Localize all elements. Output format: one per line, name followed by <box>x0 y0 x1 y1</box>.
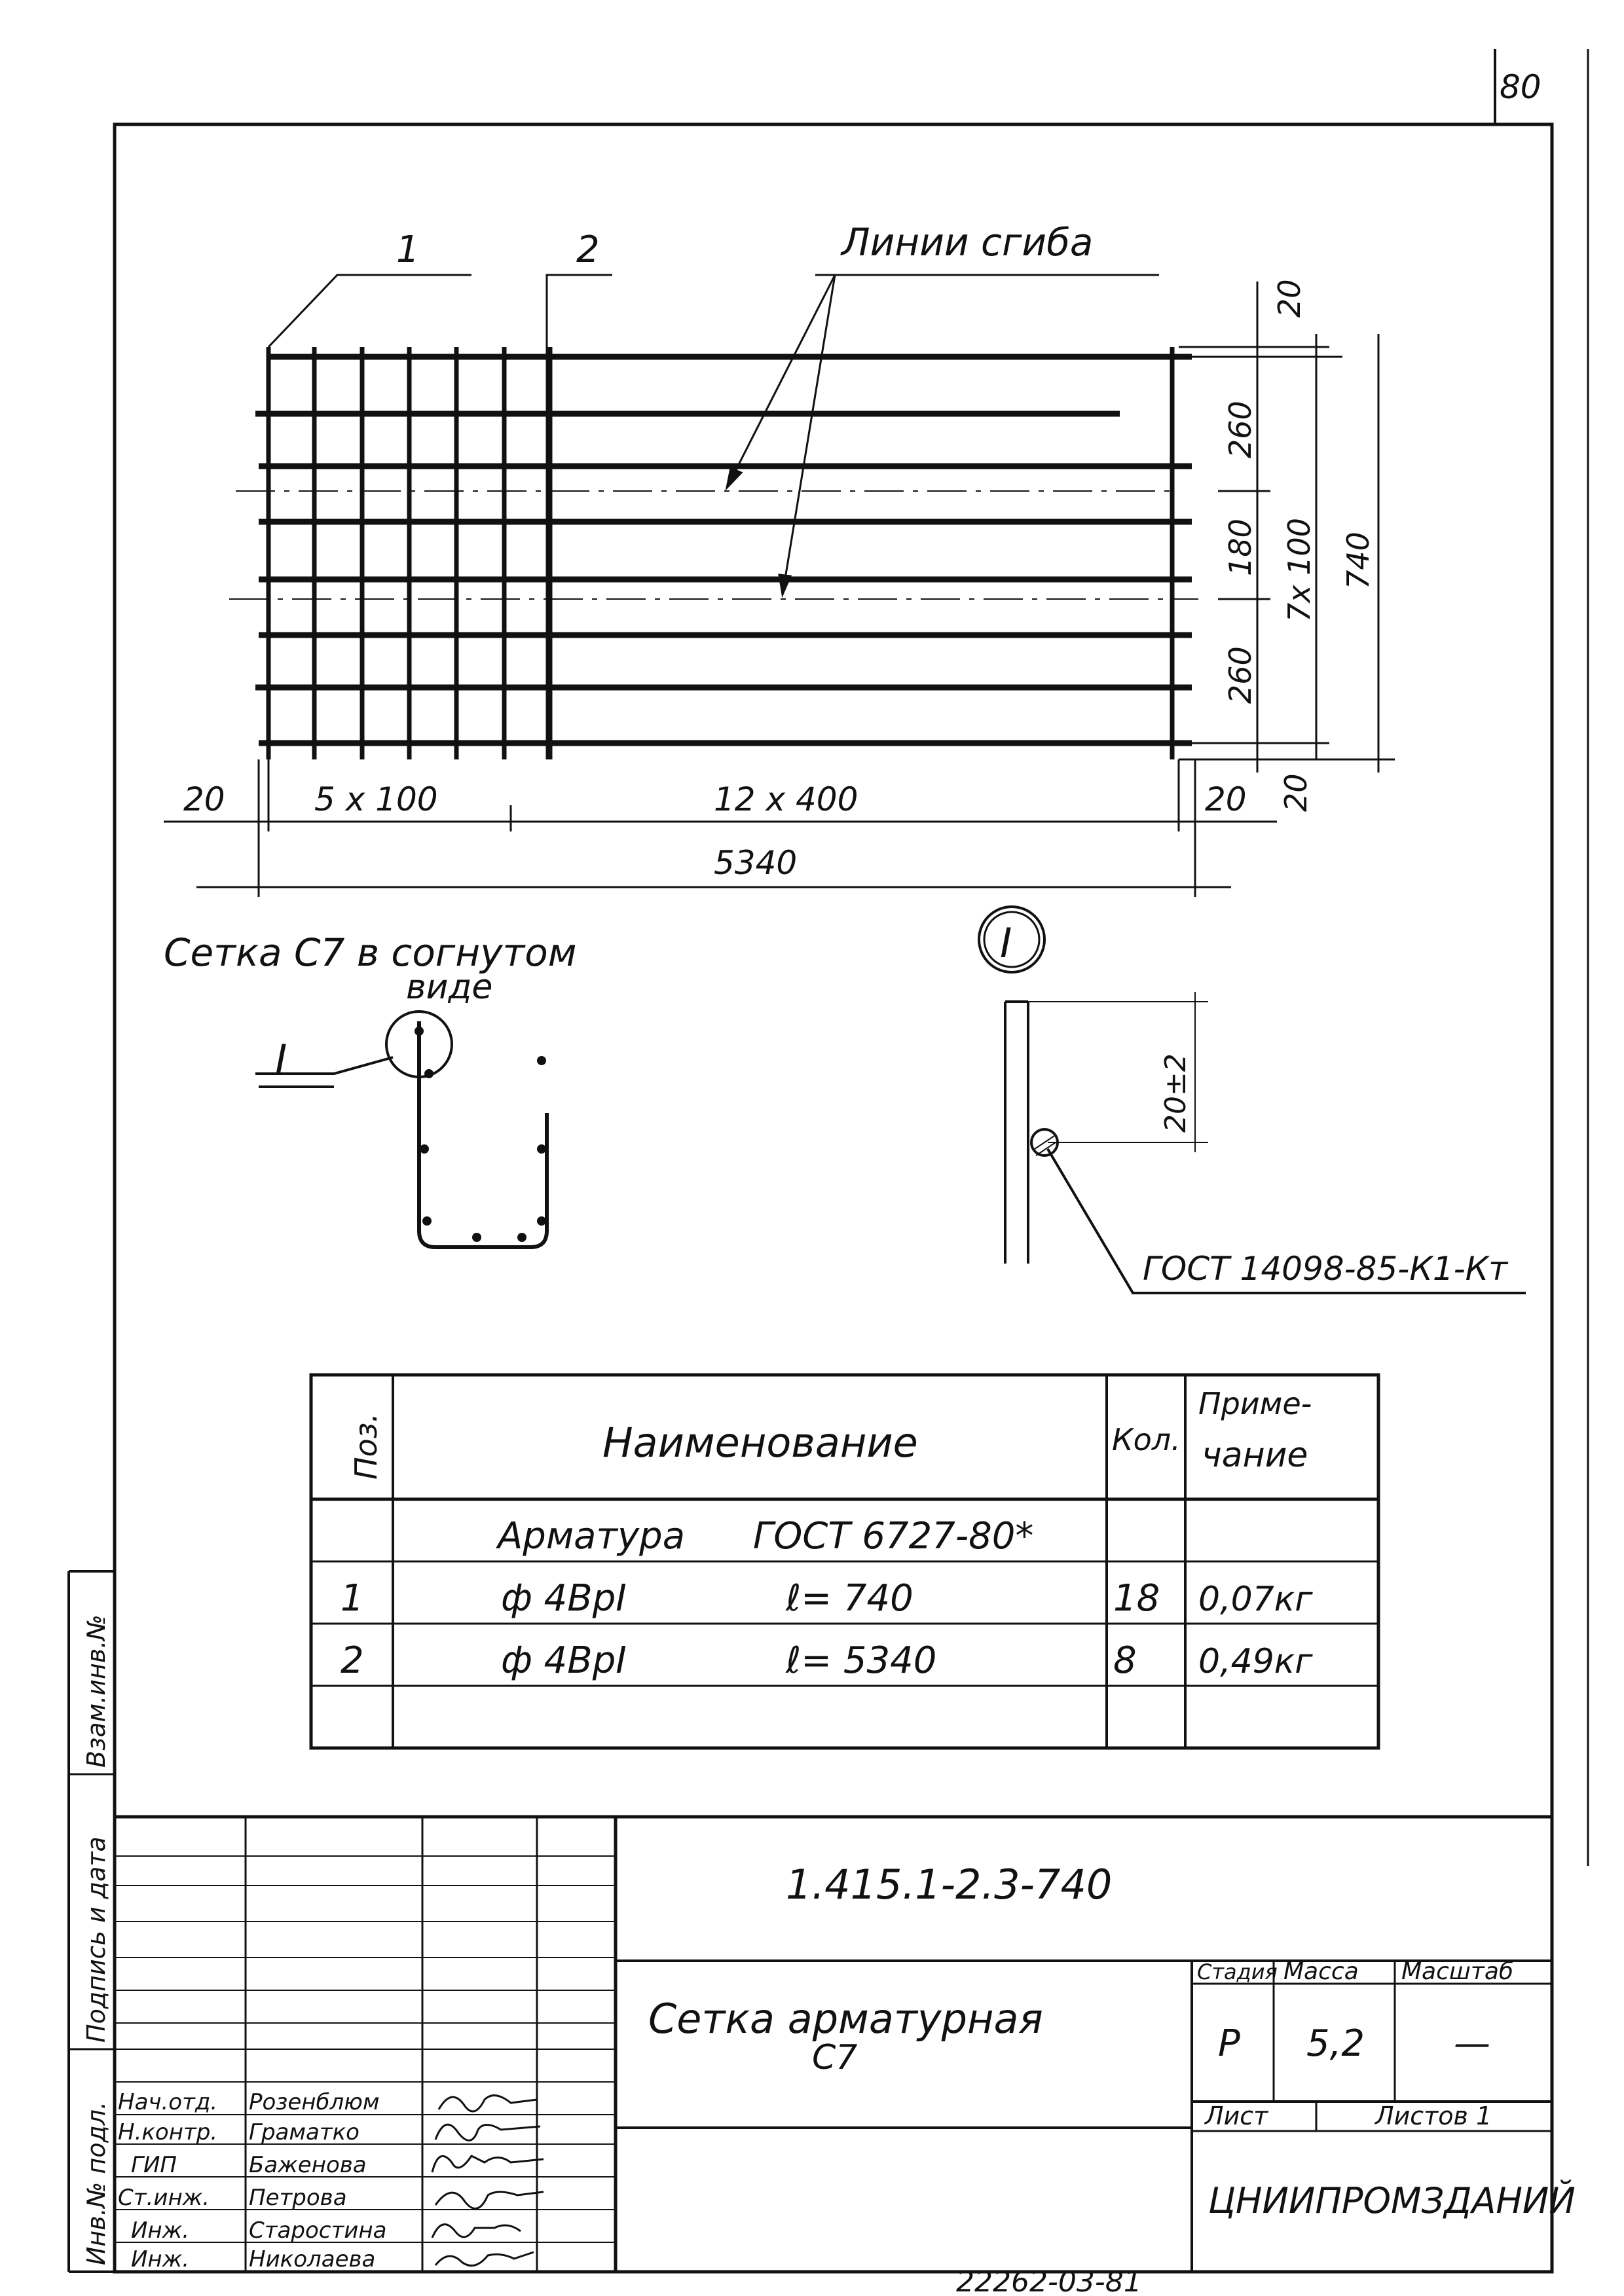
staff-name: Николаева <box>249 2246 376 2272</box>
gost-note: ГОСТ 14098-85-К1-Кт <box>1143 1250 1508 1288</box>
pos-marker-2: 2 <box>576 228 600 271</box>
stage-value: Р <box>1218 2022 1240 2065</box>
sheets-label: Листов 1 <box>1375 2102 1492 2130</box>
section-callout-label: I <box>275 1036 287 1084</box>
stamp-inv-no: Инв.№ подл. <box>82 2101 111 2265</box>
spec-row-qty: 8 <box>1113 1639 1137 1682</box>
section-title: Сетка С7 в согнутом <box>164 930 577 975</box>
staff-name: Петрова <box>249 2185 347 2211</box>
spec-row-name: ф 4ВрI <box>501 1577 627 1620</box>
stamp-sign-date: Подпись и дата <box>82 1836 111 2043</box>
stage-label: Стадия <box>1197 1959 1278 1984</box>
spec-row-name: ф 4ВрI <box>501 1639 627 1682</box>
spec-header-note-1: Приме- <box>1198 1386 1312 1421</box>
staff-name: Граматко <box>249 2119 360 2145</box>
bend-lines-label: Линии сгиба <box>841 220 1094 264</box>
dim-left-20: 20 <box>183 780 225 818</box>
staff-role: ГИП <box>131 2152 177 2178</box>
doc-title: Сетка арматурная <box>648 1995 1043 2043</box>
bend-line-leaders <box>727 275 1159 594</box>
spec-header-note-2: чание <box>1202 1436 1308 1475</box>
spec-row-note: 0,49кг <box>1198 1642 1313 1681</box>
stamp-replace-inv: Взам.инв.№ <box>82 1614 111 1768</box>
signature-marks <box>432 2096 544 2266</box>
staff-name: Старостина <box>249 2217 387 2244</box>
spec-row-pos: 2 <box>341 1639 364 1682</box>
dim-5x100: 5 x 100 <box>314 780 438 818</box>
dim-right-260b: 260 <box>1223 646 1258 704</box>
dim-12x400: 12 x 400 <box>714 780 858 818</box>
bottom-number: 22262-03-81 <box>956 2265 1142 2296</box>
sheet-label: Лист <box>1205 2102 1268 2130</box>
dim-right-180: 180 <box>1223 519 1258 576</box>
dim-right-260a: 260 <box>1223 401 1258 458</box>
spec-row-pos: 1 <box>341 1577 364 1620</box>
staff-role: Инж. <box>131 2217 190 2244</box>
mesh-plan <box>229 347 1198 759</box>
staff-name: Баженова <box>249 2152 367 2178</box>
spec-group-name: Арматура <box>498 1515 686 1558</box>
bent-mesh-section <box>255 1011 547 1247</box>
scale-value: — <box>1454 2022 1490 2065</box>
section-title-line2: виде <box>406 968 493 1007</box>
organization-name: ЦНИИПРОМЗДАНИЙ <box>1208 2180 1576 2221</box>
dim-740: 740 <box>1340 532 1376 589</box>
right-dimension-labels <box>1223 279 1376 812</box>
detail-dim: 20±2 <box>1159 1053 1192 1133</box>
sheet-frame <box>69 49 1588 2272</box>
spec-group-standard: ГОСТ 6727-80* <box>753 1515 1034 1558</box>
spec-row <box>341 1577 1313 1620</box>
spec-header-qty: Кол. <box>1112 1422 1181 1457</box>
spec-row-length: ℓ= 740 <box>786 1577 913 1620</box>
staff-name: Розенблюм <box>249 2089 380 2115</box>
page-number: 80 <box>1500 68 1541 106</box>
staff-role: Нач.отд. <box>118 2089 218 2115</box>
staff-role: Инж. <box>131 2246 190 2272</box>
staff-role: Н.контр. <box>118 2119 218 2145</box>
dim-right-top: 20 <box>1272 279 1307 318</box>
pos-marker-1: 1 <box>396 228 420 271</box>
detail-callout: I <box>1000 919 1012 967</box>
spec-row-length: ℓ= 5340 <box>786 1639 937 1682</box>
spec-row-qty: 18 <box>1113 1577 1160 1620</box>
detail-view <box>979 907 1526 1293</box>
spec-header-pos: Поз. <box>348 1413 384 1480</box>
dim-7x100: 7x 100 <box>1282 518 1317 622</box>
dim-right-20: 20 <box>1205 780 1247 818</box>
mass-label: Масса <box>1283 1958 1359 1985</box>
staff-role: Ст.инж. <box>118 2185 210 2211</box>
mass-value: 5,2 <box>1306 2022 1365 2065</box>
dim-total: 5340 <box>714 844 798 882</box>
spec-header-name: Наименование <box>602 1419 918 1467</box>
doc-code: 1.415.1-2.3-740 <box>786 1861 1113 1908</box>
spec-row <box>341 1639 1313 1682</box>
spec-row-note: 0,07кг <box>1198 1580 1313 1619</box>
doc-title-line2: С7 <box>812 2038 858 2077</box>
staff-list <box>118 2089 386 2272</box>
scale-label: Масштаб <box>1401 1958 1514 1985</box>
dim-right-bottom: 20 <box>1278 773 1314 812</box>
